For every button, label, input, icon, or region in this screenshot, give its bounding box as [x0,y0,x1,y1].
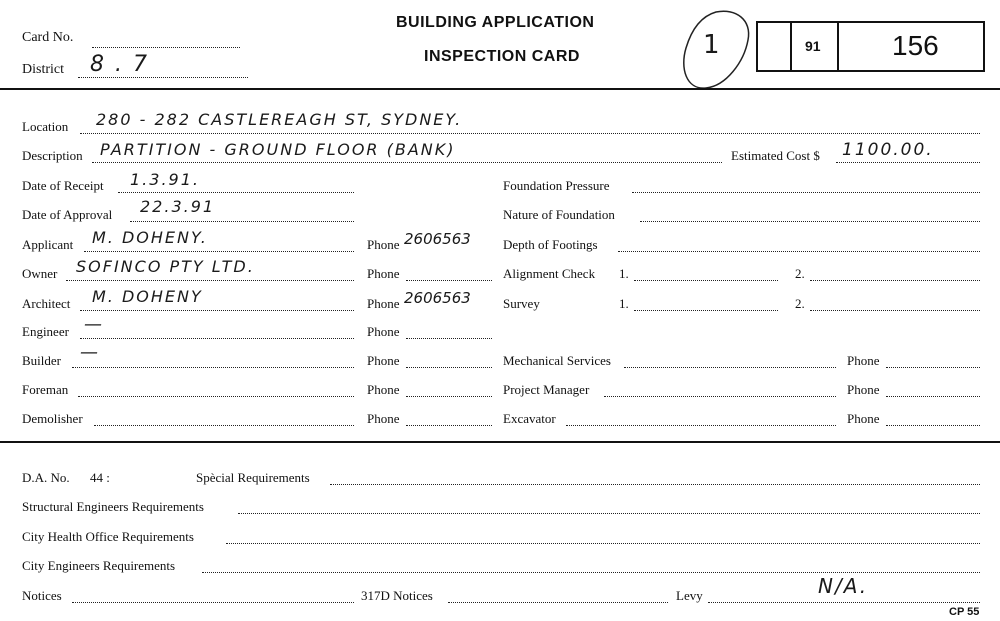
project-manager-label: Project Manager [503,382,590,397]
title-line1: BUILDING APPLICATION [396,14,595,31]
alignment-num-2: 2. [795,266,805,281]
description-label: Description [22,148,83,163]
levy-value: N/A. [818,574,869,598]
engineer-field [80,338,354,339]
structural-requirements-field [238,513,980,514]
box-code: 91 [805,38,821,54]
applicant-phone-label: Phone [367,237,400,252]
levy-field [708,602,980,603]
da-label: D.A. No. [22,470,70,485]
card-no-label: Card No. [22,30,74,45]
engineer-phone-label: Phone [367,324,400,339]
circled-mark: 1 [703,30,722,60]
depth-footings-field [618,251,980,252]
header-rule [0,88,1000,90]
alignment-field-1 [634,280,778,281]
section-rule [0,441,1000,443]
builder-label: Builder [22,353,61,368]
estimated-cost-value: 1100.00. [842,140,934,160]
survey-num-2: 2. [795,296,805,311]
demolisher-field [94,425,354,426]
notices-317d-label: 317D Notices [361,588,433,603]
owner-phone-field [406,280,492,281]
engineer-value: — [84,314,104,335]
alignment-field-2 [810,280,980,281]
owner-value: SOFINCO PTY LTD. [76,257,255,276]
date-receipt-value: 1.3.91. [130,170,200,189]
depth-footings-label: Depth of Footings [503,237,598,252]
foreman-phone-label: Phone [367,382,400,397]
builder-phone-field [406,367,492,368]
project-manager-phone-field [886,396,980,397]
architect-phone-value: 2606563 [404,289,471,307]
special-requirements-field [330,484,980,485]
mechanical-phone-label: Phone [847,353,880,368]
date-approval-label: Date of Approval [22,207,113,222]
location-value: 280 - 282 CASTLEREAGH ST, SYDNEY. [96,110,463,129]
form-code: CP 55 [949,606,980,618]
foreman-label: Foreman [22,382,69,397]
da-value: 44 : [90,470,110,485]
owner-label: Owner [22,266,58,281]
special-requirements-label: Spècial Requirements [196,470,310,485]
date-receipt-field [118,192,354,193]
builder-phone-label: Phone [367,353,400,368]
health-requirements-label: City Health Office Requirements [22,529,194,544]
engineer-phone-field [406,338,492,339]
owner-phone-label: Phone [367,266,400,281]
architect-value: M. DOHENY [92,287,203,306]
alignment-num-1: 1. [619,266,629,281]
nature-foundation-label: Nature of Foundation [503,207,615,222]
excavator-phone-label: Phone [847,411,880,426]
box-number: 156 [892,30,939,61]
survey-label: Survey [503,296,540,311]
builder-field [72,367,354,368]
foreman-phone-field [406,396,492,397]
notices-317d-field [448,602,668,603]
project-manager-field [604,396,836,397]
survey-field-1 [634,310,778,311]
survey-field-2 [810,310,980,311]
applicant-field [84,251,354,252]
architect-label: Architect [22,296,71,311]
district-field [78,77,248,78]
notices-label: Notices [22,588,62,603]
architect-phone-label: Phone [367,296,400,311]
applicant-value: M. DOHENY. [92,228,208,247]
notices-field [72,602,354,603]
card-no-field [92,47,240,48]
district-value: 8 . 7 [90,52,149,77]
estimated-cost-field [836,162,980,163]
excavator-label: Excavator [503,411,556,426]
structural-requirements-label: Structural Engineers Requirements [22,499,204,514]
foundation-pressure-label: Foundation Pressure [503,178,610,193]
project-manager-phone-label: Phone [847,382,880,397]
box-divider [790,21,792,72]
title-line2: INSPECTION CARD [424,48,580,65]
location-label: Location [22,119,69,134]
mechanical-services-label: Mechanical Services [503,353,611,368]
date-approval-field [130,221,354,222]
excavator-field [566,425,836,426]
levy-label: Levy [676,588,703,603]
builder-value: — [80,342,100,363]
location-field [80,133,980,134]
demolisher-phone-field [406,425,492,426]
foundation-pressure-field [632,192,980,193]
mechanical-phone-field [886,367,980,368]
district-label: District [22,62,64,77]
description-field [92,162,722,163]
alignment-check-label: Alignment Check [503,266,596,281]
engineers-requirements-label: City Engineers Requirements [22,558,176,573]
demolisher-phone-label: Phone [367,411,400,426]
applicant-label: Applicant [22,237,74,252]
architect-field [80,310,354,311]
engineer-label: Engineer [22,324,69,339]
owner-field [66,280,354,281]
nature-foundation-field [640,221,980,222]
mechanical-services-field [624,367,836,368]
description-value: PARTITION - GROUND FLOOR (BANK) [100,140,456,159]
engineers-requirements-field [202,572,980,573]
box-divider [837,21,839,72]
estimated-cost-label: Estimated Cost $ [731,148,820,163]
date-approval-value: 22.3.91 [140,197,216,216]
applicant-phone-value: 2606563 [404,230,471,248]
date-receipt-label: Date of Receipt [22,178,104,193]
foreman-field [78,396,354,397]
survey-num-1: 1. [619,296,629,311]
health-requirements-field [226,543,980,544]
demolisher-label: Demolisher [22,411,83,426]
excavator-phone-field [886,425,980,426]
